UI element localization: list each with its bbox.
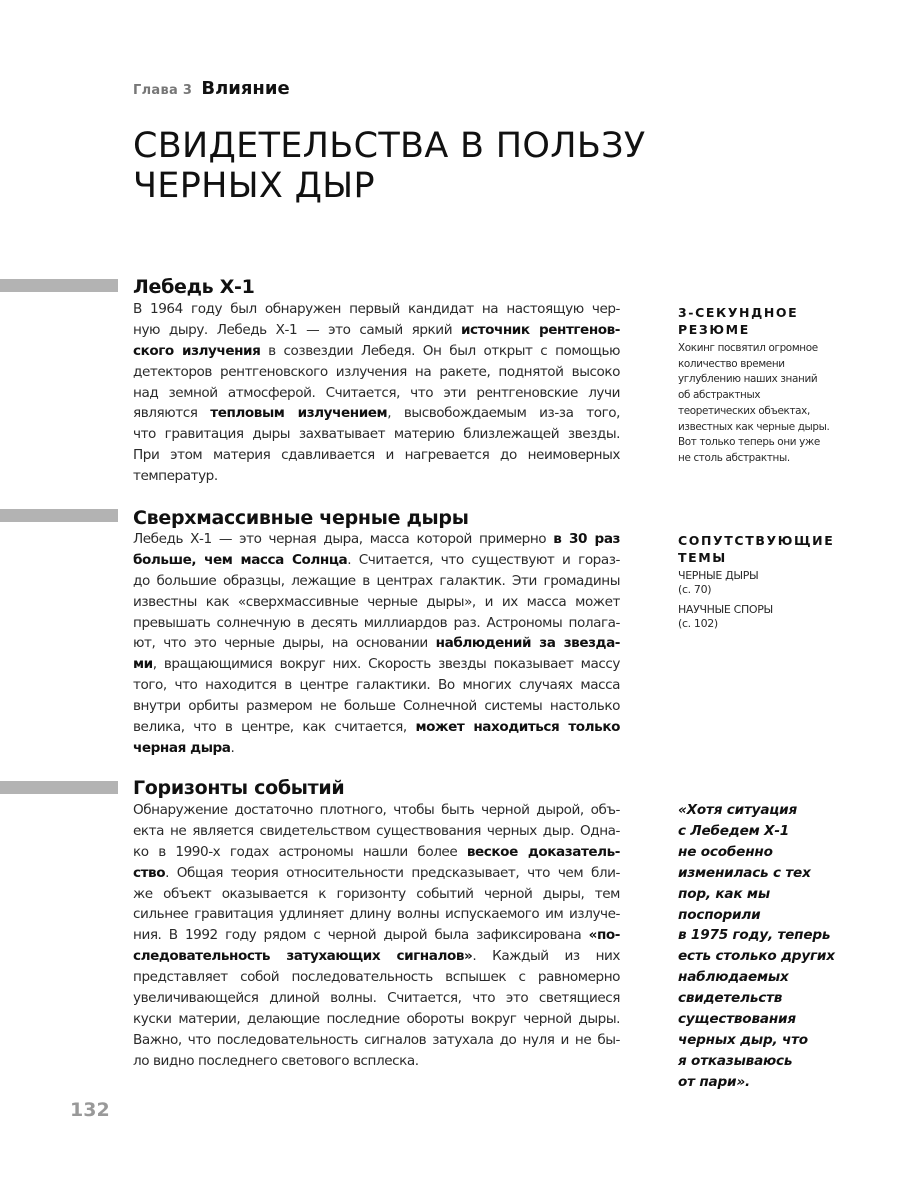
related-topics: [678, 532, 848, 631]
body-text-line: того, что находится в центре галактики. Во многих случаях масса: [133, 677, 620, 694]
body-text-line: екта не является свидетельством существования черных дыр. Одна-: [133, 822, 620, 839]
chapter-name: Влияние: [201, 78, 290, 99]
chapter-label: [133, 78, 290, 99]
body-text-line: велика, что в центре, как считается, может находиться только: [133, 719, 620, 736]
body-text-line: следовательность затухающих сигналов». Каждый из них: [133, 948, 620, 965]
body-text-line: ми, вращающимися вокруг них. Скорость звезды показывает массу: [133, 656, 620, 673]
summary-text: Хокинг посвятил огромное количество времени углублению наших знаний об абстрактных теоретических объектах, известных как черные дыры. Вот только теперь они уже не столь абстрактны.: [678, 342, 830, 464]
body-text-line: ского излучения в созвездии Лебедя. Он был открыт с помощью: [133, 342, 620, 359]
body-text-line: При этом материя сдавливается и нагревается до неимоверных: [133, 447, 620, 464]
section-body: [133, 529, 620, 759]
body-text-line: больше, чем масса Солнца. Считается, что существуют и гораз-: [133, 551, 620, 568]
body-text-line: ют, что это черные дыры, на основании наблюдений за звезда-: [133, 635, 620, 652]
body-text-line: превышать солнечную в десять миллиардов раз. Астрономы полага-: [133, 614, 620, 631]
body-text-line: Обнаружение достаточно плотного, чтобы быть черной дырой, объ-: [133, 802, 620, 818]
body-text-line: представляет собой последовательность вспышек с равномерно: [133, 969, 620, 986]
body-text-line: над земной атмосферой. Считается, что эти рентгеновские лучи: [133, 384, 620, 401]
page-title-line: СВИДЕТЕЛЬСТВА В ПОЛЬЗУ: [133, 126, 646, 166]
body-text-line: известны как «сверхмассивные черные дыры», и их масса может: [133, 593, 620, 610]
body-text-line: же объект оказывается к горизонту событий черной дыры, тем: [133, 885, 620, 902]
body-text-line: до большие образцы, лежащие в центрах галактик. Эти громадины: [133, 572, 620, 589]
section-body: [133, 800, 620, 1072]
section-marker-bar: [0, 279, 118, 292]
section-marker-bar: [0, 781, 118, 794]
related-item: [678, 569, 848, 597]
summary-title: 3-СЕКУНДНОЕ РЕЗЮМЕ: [678, 305, 799, 337]
related-item-page: (с. 102): [678, 617, 718, 630]
body-text-line: являются тепловым излучением, высвобождаемым из-за того,: [133, 405, 620, 422]
page-number: 132: [70, 1099, 110, 1121]
body-text-line: Важно, что последовательность сигналов затухала до нуля и не бы-: [133, 1031, 620, 1048]
related-item-name: ЧЕРНЫЕ ДЫРЫ: [678, 569, 759, 582]
body-text-line: ло видно последнего светового всплеска.: [133, 1052, 419, 1069]
body-text-line: детекторов рентгеновского излучения на ракете, поднятой высоко: [133, 363, 620, 380]
related-item-page: (с. 70): [678, 583, 712, 596]
body-text-line: куски материи, делающие последние обороты вокруг черной дыры.: [133, 1010, 620, 1027]
section-heading: Горизонты событий: [133, 777, 345, 799]
summary-box: [678, 304, 848, 467]
section-heading: Сверхмассивные черные дыры: [133, 507, 469, 529]
body-text-line: температур.: [133, 468, 218, 485]
section-heading: Лебедь Х-1: [133, 276, 255, 298]
body-text-line: ную дыру. Лебедь Х-1 — это самый яркий источник рентгенов-: [133, 321, 620, 338]
page-title-line: ЧЕРНЫХ ДЫР: [133, 166, 375, 206]
body-text-line: черная дыра.: [133, 739, 235, 756]
related-title: СОПУТСТВУЮЩИЕ ТЕМЫ: [678, 533, 835, 565]
body-text-line: ко в 1990-х годах астрономы нашли более веское доказатель-: [133, 843, 620, 860]
body-text-line: ния. В 1992 году рядом с черной дырой была зафиксирована «по-: [133, 927, 620, 944]
related-item: [678, 603, 848, 631]
pull-quote: «Хотя ситуация с Лебедем Х-1 не особенно изменилась с тех пор, как мы поспорили в 1975 году, теперь есть столько других наблюдаемых свидетельств существования черных дыр, что я отказываюсь от пари».: [678, 802, 835, 1090]
page-title: [133, 126, 773, 206]
body-text-line: сильнее гравитация удлиняет длину волны испускаемого им излуче-: [133, 906, 620, 923]
body-text-line: увеличивающейся длиной волны. Считается, что это светящиеся: [133, 990, 620, 1007]
section-marker-bar: [0, 509, 118, 522]
chapter-number: Глава 3: [133, 83, 193, 98]
body-text-line: что гравитация дыры захватывает материю близлежащей звезды.: [133, 426, 620, 443]
body-text-line: ство. Общая теория относительности предсказывает, что чем бли-: [133, 864, 620, 881]
body-text-line: В 1964 году был обнаружен первый кандидат на настоящую чер-: [133, 301, 620, 317]
body-text-line: внутри орбиты размером не больше Солнечной системы настолько: [133, 698, 620, 715]
body-text-line: Лебедь Х-1 — это черная дыра, масса которой примерно в 30 раз: [133, 531, 620, 547]
section-body: [133, 299, 620, 487]
related-item-name: НАУЧНЫЕ СПОРЫ: [678, 603, 773, 616]
